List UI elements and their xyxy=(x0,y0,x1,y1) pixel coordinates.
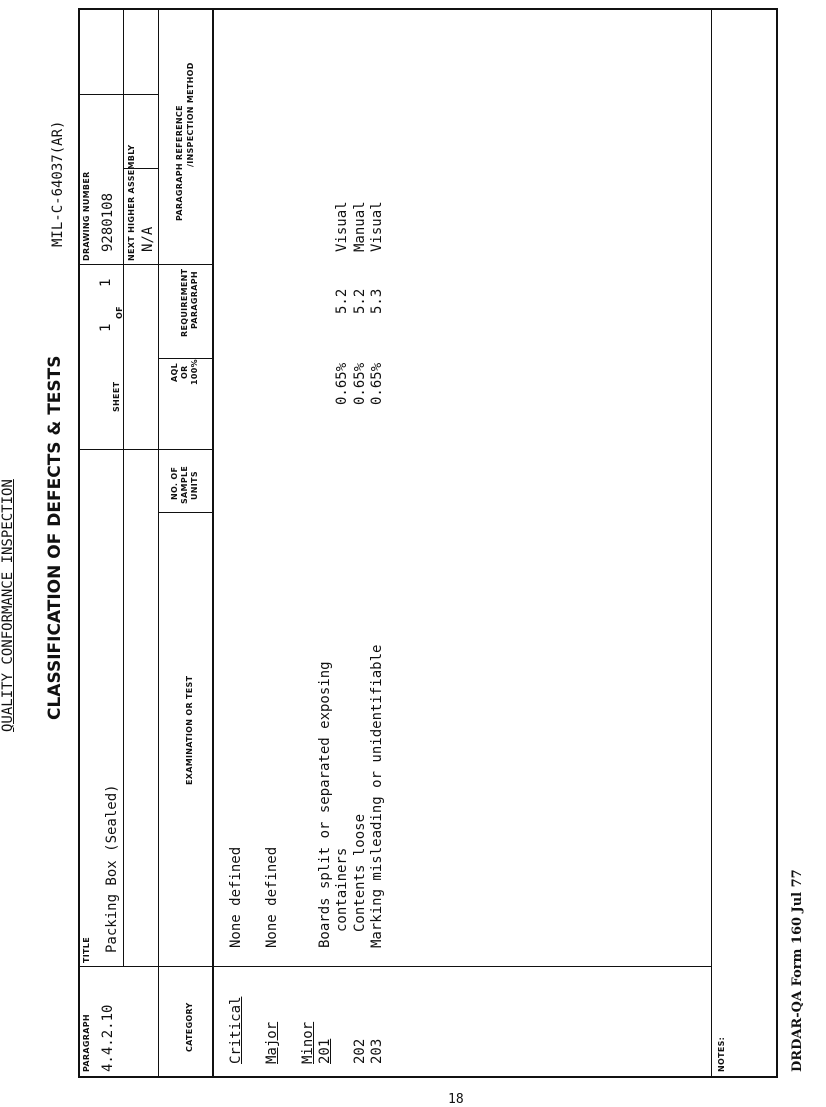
col-sample-3: UNITS xyxy=(190,471,199,500)
title-value: Packing Box (Sealed) xyxy=(104,784,120,953)
notes-label: NOTES: xyxy=(717,1036,726,1072)
col-aql-2: OR xyxy=(180,365,189,379)
sheet-of: OF xyxy=(115,306,124,319)
col-exam: EXAMINATION OR TEST xyxy=(185,675,194,785)
col-category: CATEGORY xyxy=(185,1002,194,1052)
drawing-nha-divider xyxy=(78,94,158,95)
row-203-aql: 0.65% xyxy=(369,362,385,405)
row-201-category: 201 xyxy=(317,1038,333,1064)
col-sample-2: SAMPLE xyxy=(180,465,189,504)
border-left xyxy=(78,1076,778,1078)
row-202-exam: Contents loose xyxy=(352,813,368,932)
sheet-total: 1 xyxy=(98,278,114,287)
row-201-req: 5.2 xyxy=(334,288,350,314)
row-202-aql: 0.65% xyxy=(352,362,368,405)
row-201-aql: 0.65% xyxy=(334,362,350,405)
paragraph-value: 4.4.2.10 xyxy=(100,1004,116,1072)
row-202-category: 202 xyxy=(352,1038,368,1064)
next-higher-assembly-label: NEXT HIGHER ASSEMBLY xyxy=(127,144,136,261)
header-row-divider xyxy=(123,10,124,967)
category-column-divider xyxy=(78,966,711,967)
spec-number: MIL-C-64037(AR) xyxy=(50,120,66,247)
row-critical-exam: None defined xyxy=(228,846,244,948)
row-202-ref: Manual xyxy=(352,201,368,252)
row-203-ref: Visual xyxy=(369,201,385,252)
row-202-req: 5.2 xyxy=(352,288,368,314)
row-critical-category: Critical xyxy=(228,996,244,1064)
right-header-divider xyxy=(158,10,159,265)
sheet-number: 1 xyxy=(98,323,114,332)
row-203-exam: Marking misleading or unidentifiable xyxy=(369,644,385,948)
col-req-1: REQUIREMENT xyxy=(180,268,189,337)
row-major-category: Major xyxy=(264,1021,280,1064)
form-title: CLASSIFICATION OF DEFECTS & TESTS xyxy=(45,355,65,720)
row-minor-category: Minor xyxy=(300,1021,316,1064)
page-number: 18 xyxy=(448,1092,464,1107)
border-top xyxy=(78,8,80,1078)
sheet-label: SHEET xyxy=(112,381,121,412)
col-ref-2: /INSPECTION METHOD xyxy=(186,62,195,167)
paragraph-label: PARAGRAPH xyxy=(82,1014,91,1072)
row-major-exam: None defined xyxy=(264,846,280,948)
row-203-category: 203 xyxy=(369,1038,385,1064)
exam-column-divider xyxy=(158,512,214,513)
aql-column-divider xyxy=(158,358,214,359)
row-201-ref: Visual xyxy=(334,201,350,252)
row-201-exam: Boards split or separated exposing xyxy=(317,661,333,948)
drawing-number-label: DRAWING NUMBER xyxy=(82,171,91,261)
drawing-number-value: 9280108 xyxy=(100,192,116,252)
next-higher-assembly-value: N/A xyxy=(140,226,156,252)
page-heading: QUALITY CONFORMANCE INSPECTION xyxy=(0,479,16,732)
title-label: TITLE xyxy=(82,937,91,963)
border-bottom xyxy=(776,8,778,1078)
col-sample-1: NO. OF xyxy=(170,466,179,500)
row-201-exam-cont: containers xyxy=(334,847,350,932)
col-req-2: PARAGRAPH xyxy=(190,271,199,329)
border-right xyxy=(78,8,778,10)
form-footer: DRDAR-QA Form 160 Jul 77 xyxy=(790,869,805,1072)
sample-column-divider xyxy=(78,449,214,450)
column-header-bottom xyxy=(212,10,214,1076)
req-column-divider xyxy=(78,264,214,265)
col-aql-3: 100% xyxy=(190,359,199,385)
notes-divider xyxy=(711,10,712,1076)
col-ref-1: PARAGRAPH REFERENCE xyxy=(175,105,184,221)
row-203-req: 5.3 xyxy=(369,288,385,314)
col-aql-1: AQL xyxy=(170,363,179,382)
